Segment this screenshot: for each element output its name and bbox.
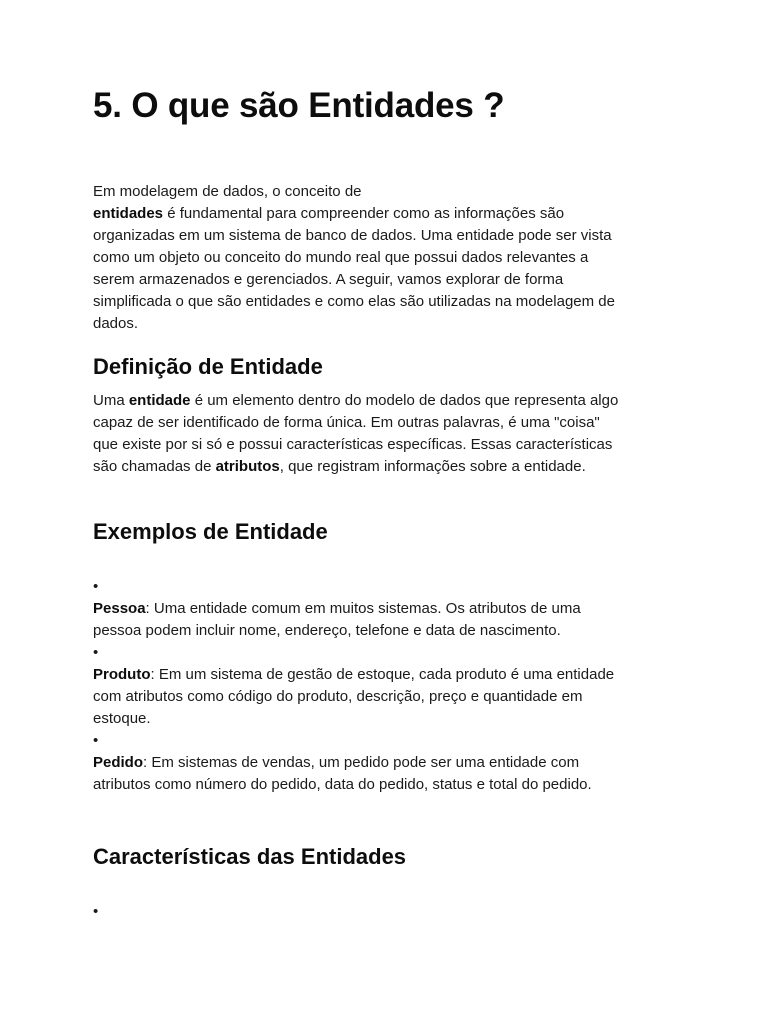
intro-line-1: Em modelagem de dados, o conceito de	[93, 183, 362, 200]
example-pessoa-line-2: pessoa podem incluir nome, endereço, telefone e data de nascimento.	[93, 622, 561, 639]
page-title: 5. O que são Entidades ?	[93, 86, 505, 125]
definition-line-2: capaz de ser identificado de forma única. Em outras palavras, é uma "coisa"	[93, 414, 600, 431]
intro-paragraph	[93, 181, 683, 335]
bullet-icon: •	[93, 903, 99, 920]
intro-line-6: simplificada o que são entidades e como elas são utilizadas na modelagem de	[93, 293, 615, 310]
example-term-produto: Produto	[93, 666, 151, 683]
example-pedido-line-2: atributos como número do pedido, data do pedido, status e total do pedido.	[93, 776, 592, 793]
definition-line-4: são chamadas de atributos, que registram informações sobre a entidade.	[93, 458, 586, 475]
intro-line-4: como um objeto ou conceito do mundo real que possui dados relevantes a	[93, 249, 589, 266]
example-produto-line-3: estoque.	[93, 710, 151, 727]
definition-term-entidade: entidade	[128, 392, 191, 409]
example-pedido-line-1: Pedido: Em sistemas de vendas, um pedido pode ser uma entidade com	[93, 754, 580, 771]
intro-line-3: organizadas em um sistema de banco de dados. Uma entidade pode ser vista	[93, 227, 612, 244]
example-pessoa-line-1: Pessoa: Uma entidade comum em muitos sistemas. Os atributos de uma	[93, 600, 581, 617]
example-term-pessoa: Pessoa	[93, 600, 146, 617]
definition-line-3: que existe por si só e possui características específicas. Essas características	[93, 436, 613, 453]
examples-list	[93, 576, 683, 796]
examples-heading: Exemplos de Entidade	[93, 519, 328, 544]
bullet-icon: •	[93, 732, 99, 749]
definition-paragraph	[93, 390, 683, 478]
intro-line-2: entidades é fundamental para compreender como as informações são	[93, 205, 565, 222]
definition-heading: Definição de Entidade	[93, 354, 323, 379]
characteristics-heading: Características das Entidades	[93, 844, 407, 869]
example-produto-line-2: com atributos como código do produto, descrição, preço e quantidade em	[93, 688, 583, 705]
bullet-icon: •	[93, 644, 99, 661]
definition-term-atributos: atributos	[215, 458, 280, 475]
bullet-icon: •	[93, 578, 99, 595]
example-term-pedido: Pedido	[93, 754, 144, 771]
definition-line-1: Uma entidade é um elemento dentro do modelo de dados que representa algo	[93, 392, 619, 409]
intro-line-5: serem armazenados e gerenciados. A seguir, vamos explorar de forma	[93, 271, 564, 288]
intro-line-7: dados.	[93, 315, 139, 332]
intro-term-entidades: entidades	[93, 205, 164, 222]
example-produto-line-1: Produto: Em um sistema de gestão de estoque, cada produto é uma entidade	[93, 666, 615, 683]
